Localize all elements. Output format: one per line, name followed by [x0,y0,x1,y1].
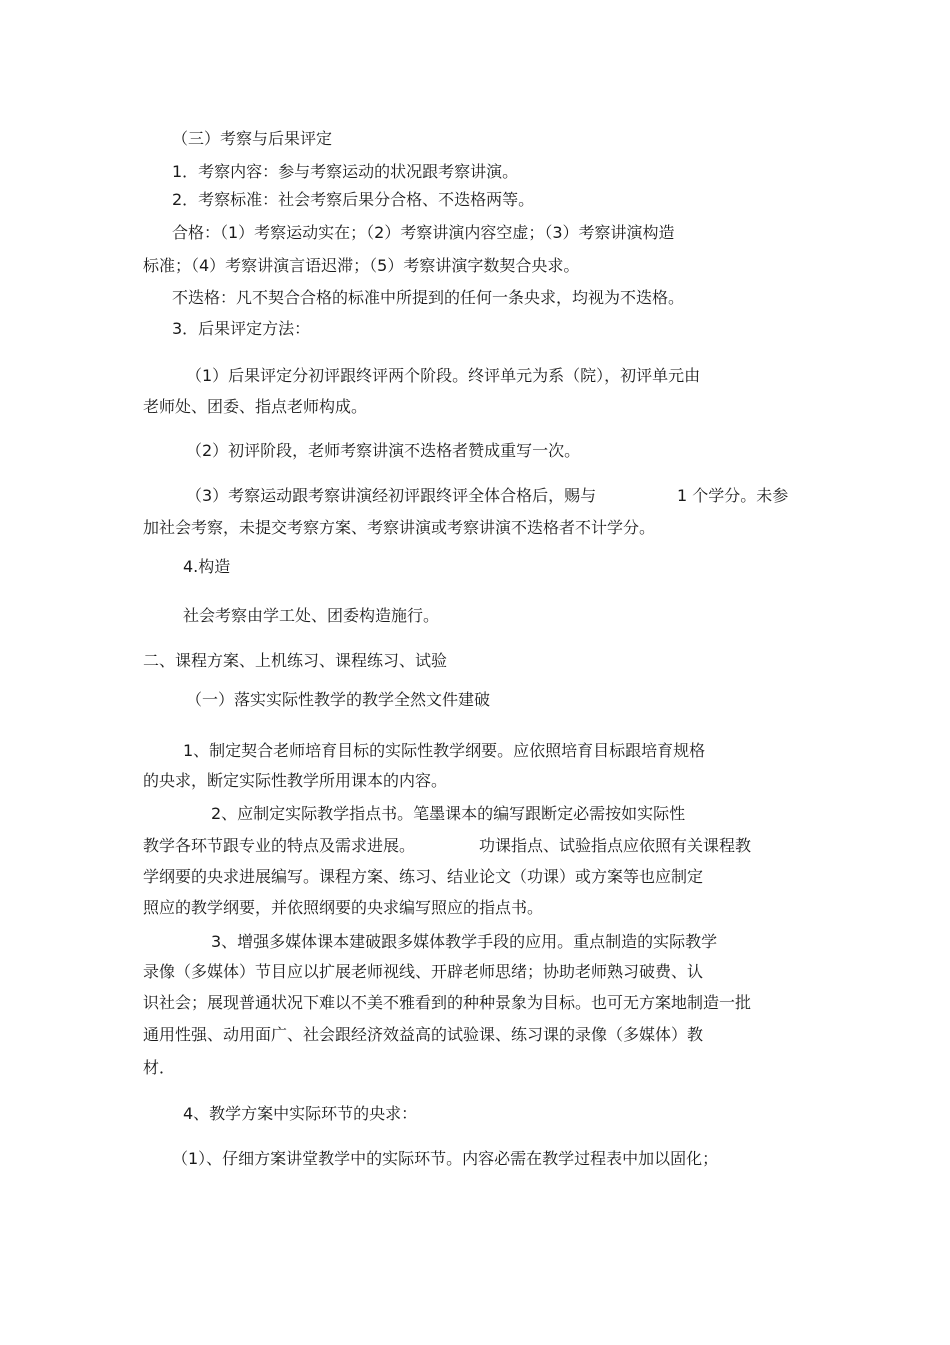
paragraph-line: 通用性强、动用面广、社会跟经济效益高的试验课、练习课的录像（多媒体）教 [143,1025,704,1044]
paragraph-line: 学纲要的央求进展编写。课程方案、练习、结业论文（功课）或方案等也应制定 [143,867,704,886]
paragraph-line: （3）考察运动跟考察讲演经初评跟终评全体合格后，赐与 [186,486,597,505]
paragraph-line: 3、增强多媒体课本建破跟多媒体教学手段的应用。重点制造的实际教学 [211,932,718,951]
paragraph-line: 功课指点、试验指点应依照有关课程教 [479,836,752,855]
paragraph-line: 的央求，断定实际性教学所用课本的内容。 [143,771,448,790]
paragraph-line: 社会考察由学工处、团委构造施行。 [183,606,440,625]
paragraph-line: （2）初评阶段，老师考察讲演不迭格者赞成重写一次。 [186,441,581,460]
paragraph-line: 2．考察标准：社会考察后果分合格、不迭格两等。 [172,190,535,209]
subsection-heading: 4.构造 [183,557,231,576]
paragraph-line: 1、制定契合老师培育目标的实际性教学纲要。应依照培育目标跟培育规格 [183,741,706,760]
paragraph-line: （1）后果评定分初评跟终评两个阶段。终评单元为系（院），初评单元由 [186,366,701,385]
paragraph-line: 加社会考察，未提交考察方案、考察讲演或考察讲演不迭格者不计学分。 [143,518,656,537]
subsection-heading: （一）落实实际性教学的教学全然文件建破 [186,690,491,709]
paragraph-line: 1．考察内容：参与考察运动的状况跟考察讲演。 [172,162,519,181]
paragraph-line: 材． [143,1058,176,1077]
paragraph-line: 不迭格：凡不契合合格的标准中所提到的任何一条央求，均视为不迭格。 [172,288,685,307]
paragraph-line: 合格：（1）考察运动实在；（2）考察讲演内容空虚；（3）考察讲演构造 [172,223,675,242]
section-heading-courses: 二、课程方案、上机练习、课程练习、试验 [143,651,448,670]
paragraph-line: 录像（多媒体）节目应以扩展老师视线、开辟老师思绪；协助老师熟习破费、认 [143,962,704,981]
paragraph-line: 老师处、团委、指点老师构成。 [143,397,368,416]
subsection-heading: 4、教学方案中实际环节的央求： [183,1104,418,1123]
paragraph-line: （1）、仔细方案讲堂教学中的实际环节。内容必需在教学过程表中加以固化； [172,1149,719,1168]
paragraph-line: 教学各环节跟专业的特点及需求进展。 [143,836,416,855]
paragraph-line: 标准；（4）考察讲演言语迟滞；（5）考察讲演字数契合央求。 [143,256,580,275]
paragraph-line: 2、应制定实际教学指点书。笔墨课本的编写跟断定必需按如实际性 [211,804,686,823]
paragraph-line: 1 个学分。未参 [677,486,789,505]
paragraph-line: 照应的教学纲要，并依照纲要的央求编写照应的指点书。 [143,898,544,917]
paragraph-line: 识社会；展现普通状况下难以不美不雅看到的种种景象为目标。也可无方案地制造一批 [143,993,752,1012]
paragraph-line: 3．后果评定方法： [172,319,311,338]
section-heading-assessment: （三）考察与后果评定 [172,129,333,148]
